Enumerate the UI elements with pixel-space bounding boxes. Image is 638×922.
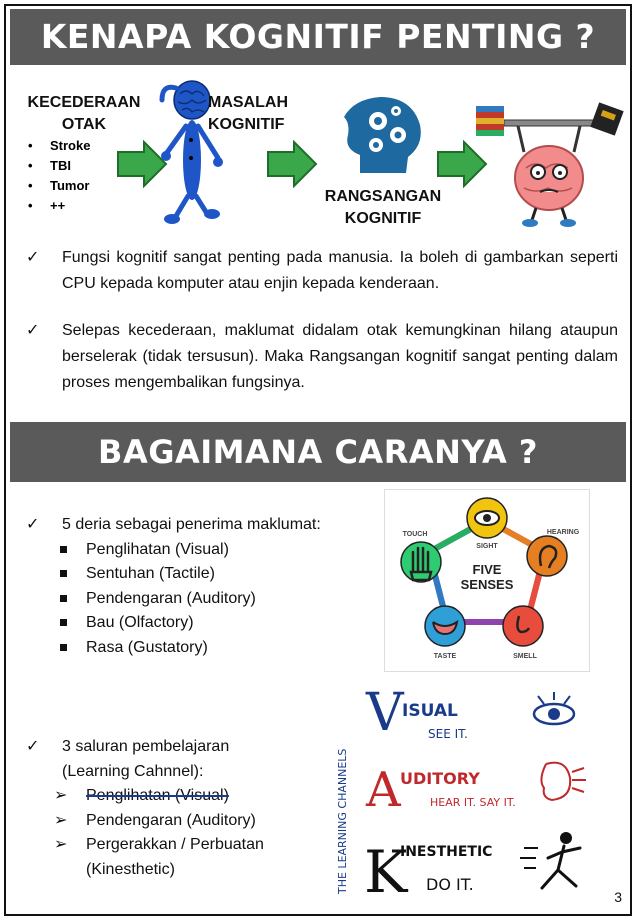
touch-icon xyxy=(401,542,441,582)
cause-item: • Tumor xyxy=(24,176,90,196)
checkmark-icon: ✓ xyxy=(26,516,40,533)
auditory-sub: HEAR IT. SAY IT. xyxy=(430,796,516,809)
list-item: Penglihatan (Visual) xyxy=(26,538,376,563)
list-item: ➢ Pendengaran (Auditory) xyxy=(26,809,326,834)
stimulation-label: RANGSANGAN KOGNITIF xyxy=(324,188,442,227)
cause-item: • ++ xyxy=(24,196,90,216)
arrow-bullet-icon: ➢ xyxy=(54,836,68,853)
visual-letter: V xyxy=(366,683,404,743)
kinesthetic-word: INESTHETIC xyxy=(400,844,493,860)
senses-list xyxy=(26,513,376,660)
visual-word: ISUAL xyxy=(402,701,458,721)
arrow-bullet-icon: ➢ xyxy=(54,811,68,829)
visual-sub: SEE IT. xyxy=(428,727,468,741)
smell-icon xyxy=(503,606,543,646)
kinesthetic-letter: K xyxy=(364,838,408,906)
five-label: FIVE xyxy=(472,562,502,577)
list-item: Rasa (Gustatory) xyxy=(26,636,376,661)
senses-label: SENSES xyxy=(460,577,514,592)
senses-heading: 5 deria sebagai penerima maklumat: xyxy=(62,516,321,533)
channels-heading-line2: (Learning Cahnnel): xyxy=(62,762,204,780)
list-item-continued: (Kinesthetic) xyxy=(86,860,175,878)
taste-label: TASTE xyxy=(433,653,457,660)
page-number: 3 xyxy=(614,889,622,905)
touch-label: TOUCH xyxy=(402,531,428,538)
five-senses-diagram xyxy=(385,490,589,671)
injury-label: KECEDERAAN OTAK xyxy=(27,94,141,133)
kinesthetic-sub: DO IT. xyxy=(426,875,474,894)
list-item: ➢ Penglihatan (Visual) xyxy=(26,784,326,809)
running-figure-icon xyxy=(520,832,580,888)
hearing-icon xyxy=(527,536,567,576)
checkmark-icon: ✓ xyxy=(26,322,40,339)
section1-title: KENAPA KOGNITIF PENTING ? xyxy=(10,9,626,65)
list-item: Pendengaran (Auditory) xyxy=(26,587,376,612)
brain-lifting-icon xyxy=(470,96,630,236)
auditory-word: UDITORY xyxy=(400,769,480,788)
list-item: ➢ Pergerakkan / Perbuatan xyxy=(26,833,326,858)
cause-list xyxy=(24,136,90,216)
face-sound-icon xyxy=(541,763,586,800)
cause-item: • TBI xyxy=(24,156,90,176)
head-gears-icon xyxy=(340,95,424,175)
learning-channels-drawing xyxy=(328,676,628,906)
arrow-bullet-icon: ➢ xyxy=(54,787,68,804)
sight-label: SIGHT xyxy=(476,543,498,550)
section2-title: BAGAIMANA CARANYA ? xyxy=(10,422,626,482)
five-senses-graphic xyxy=(384,489,590,672)
eye-icon xyxy=(534,692,574,724)
point-cpu: ✓ Fungsi kognitif sangat penting pada manusia. Ia boleh di gambarkan seperti CPU kepada komputer atau enjin kepada kenderaan. xyxy=(26,245,618,297)
problem-label: MASALAH KOGNITIF xyxy=(208,94,288,133)
cause-item: • Stroke xyxy=(24,136,90,156)
learning-side-title: THE LEARNING CHANNELS xyxy=(336,748,349,894)
channels-list xyxy=(26,735,326,882)
channels-heading-line1: 3 saluran pembelajaran xyxy=(62,738,230,755)
list-item: Sentuhan (Tactile) xyxy=(26,562,376,587)
arrow-right-icon xyxy=(266,140,318,188)
point-recovery: ✓ Selepas kecederaan, maklumat didalam otak kemungkinan hilang ataupun berselerak (tidak tersusun). Maka Rangsangan kognitif sangat penting dalam proses mengembalikan fungsinya. xyxy=(26,318,618,396)
learning-channels-graphic xyxy=(328,676,628,906)
auditory-letter: A xyxy=(366,762,401,818)
list-item: Bau (Olfactory) xyxy=(26,611,376,636)
checkmark-icon: ✓ xyxy=(26,249,40,266)
checkmark-icon: ✓ xyxy=(26,738,40,755)
smell-label: SMELL xyxy=(513,653,537,660)
hearing-label: HEARING xyxy=(546,529,580,536)
